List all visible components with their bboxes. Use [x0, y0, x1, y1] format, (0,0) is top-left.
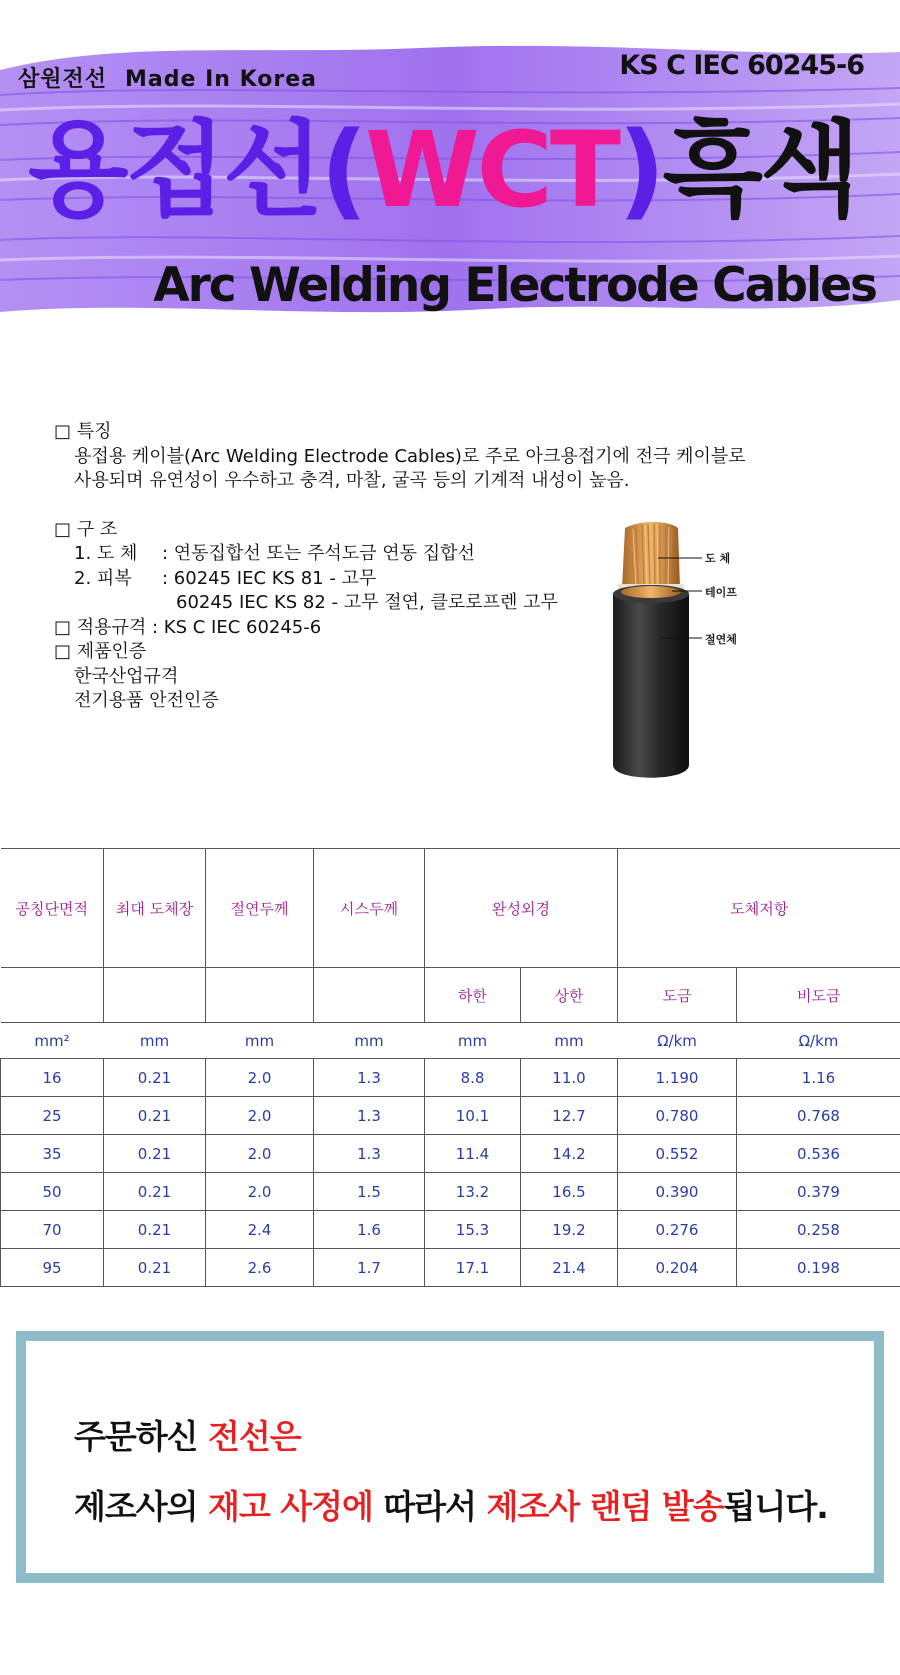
- notice-line-1: [74, 1411, 301, 1458]
- certification-heading: □ 제품인증: [54, 641, 147, 662]
- table-cell: 0.21: [104, 1135, 206, 1173]
- table-cell: 0.198: [737, 1249, 900, 1287]
- feature-heading: □ 특징: [54, 421, 112, 442]
- table-cell: 0.21: [104, 1059, 206, 1097]
- notice-text: 됩니다.: [723, 1487, 828, 1526]
- subheader-empty: [104, 968, 206, 1023]
- notice-highlight: 재고 사정에: [208, 1487, 373, 1526]
- table-cell: 0.276: [618, 1211, 737, 1249]
- brand-line: [18, 62, 317, 93]
- table-cell: 16: [1, 1059, 104, 1097]
- table-unit-row: [1, 1023, 900, 1059]
- table-cell: 8.8: [425, 1059, 521, 1097]
- table-cell: 1.3: [314, 1059, 425, 1097]
- table-subheader-row: [1, 968, 900, 1023]
- made-in-label: Made In Korea: [125, 67, 317, 92]
- notice-text: 주문하신: [74, 1417, 209, 1456]
- table-row: [1, 1211, 900, 1249]
- order-notice-box: [16, 1331, 884, 1583]
- table-cell: 1.6: [314, 1211, 425, 1249]
- unit-cell: Ω/km: [618, 1023, 737, 1059]
- header-nominal-area: 공칭단면적: [1, 849, 104, 968]
- subheader-upper: 상한: [521, 968, 618, 1023]
- sheath-label: 2. 피복: [74, 567, 132, 589]
- table-cell: 2.0: [206, 1059, 314, 1097]
- subheader-empty: [314, 968, 425, 1023]
- table-cell: 10.1: [425, 1097, 521, 1135]
- table-cell: 1.3: [314, 1097, 425, 1135]
- subheader-plated: 도금: [618, 968, 737, 1023]
- certification-2: 전기용품 안전인증: [74, 690, 219, 711]
- table-cell: 2.0: [206, 1097, 314, 1135]
- table-cell: 11.4: [425, 1135, 521, 1173]
- unit-cell: mm: [425, 1023, 521, 1059]
- spec-table: [0, 848, 900, 1287]
- structure-heading: □ 구 조: [54, 518, 118, 540]
- feature-line-1: 용접용 케이블(Arc Welding Electrode Cables)로 주로 아크용접기에 전극 케이블로: [74, 445, 746, 467]
- sheath-value-1: : 60245 IEC KS 81 - 고무: [162, 567, 377, 589]
- table-cell: 1.3: [314, 1135, 425, 1173]
- table-cell: 2.4: [206, 1211, 314, 1249]
- sheath-value-2: 60245 IEC KS 82 - 고무 절연, 클로로프렌 고무: [176, 592, 558, 613]
- subheader-empty: [206, 968, 314, 1023]
- notice-highlight: 제조사 랜덤 발송: [486, 1487, 724, 1526]
- table-header-row: [1, 849, 900, 968]
- table-cell: 0.21: [104, 1249, 206, 1287]
- title-korean: 용접선: [28, 109, 321, 231]
- notice-text: 제조사의: [74, 1487, 209, 1526]
- table-cell: 21.4: [521, 1249, 618, 1287]
- unit-cell: mm: [104, 1023, 206, 1059]
- table-cell: 14.2: [521, 1135, 618, 1173]
- unit-cell: mm: [206, 1023, 314, 1059]
- table-row: [1, 1249, 900, 1287]
- conductor-value: : 연동집합선 또는 주석도금 연동 집합선: [162, 543, 475, 564]
- header-resistance: 도체저항: [618, 849, 900, 968]
- unit-cell: mm: [314, 1023, 425, 1059]
- table-cell: 1.190: [618, 1059, 737, 1097]
- header-insulation: 절연두께: [206, 849, 314, 968]
- table-row: [1, 1135, 900, 1173]
- standard-label: KS C IEC 60245-6: [619, 50, 864, 81]
- table-cell: 12.7: [521, 1097, 618, 1135]
- table-cell: 13.2: [425, 1173, 521, 1211]
- subheader-empty: [1, 968, 104, 1023]
- table-cell: 25: [1, 1097, 104, 1135]
- notice-text: 따라서: [372, 1487, 487, 1526]
- notice-line-2: [74, 1481, 828, 1528]
- table-cell: 0.204: [618, 1249, 737, 1287]
- unit-cell: mm²: [1, 1023, 104, 1059]
- title-open-paren: (: [320, 109, 365, 231]
- subheader-lower: 하한: [425, 968, 521, 1023]
- conductor-label: 1. 도 체: [74, 543, 138, 564]
- unit-cell: Ω/km: [737, 1023, 900, 1059]
- header-banner: [0, 0, 900, 330]
- table-cell: 16.5: [521, 1173, 618, 1211]
- table-cell: 0.390: [618, 1173, 737, 1211]
- title-code: WCT: [364, 109, 618, 231]
- table-cell: 95: [1, 1249, 104, 1287]
- applied-standard: □ 적용규격 : KS C IEC 60245-6: [54, 616, 322, 638]
- label-tape: 테이프: [705, 586, 737, 599]
- table-cell: 0.21: [104, 1211, 206, 1249]
- table-cell: 0.21: [104, 1173, 206, 1211]
- table-cell: 1.16: [737, 1059, 900, 1097]
- table-cell: 11.0: [521, 1059, 618, 1097]
- table-cell: 19.2: [521, 1211, 618, 1249]
- table-cell: 0.536: [737, 1135, 900, 1173]
- title-close-paren: ): [617, 109, 663, 231]
- table-cell: 2.0: [206, 1135, 314, 1173]
- table-cell: 0.379: [737, 1173, 900, 1211]
- unit-cell: mm: [521, 1023, 618, 1059]
- table-cell: 70: [1, 1211, 104, 1249]
- header-sheath: 시스두께: [314, 849, 425, 968]
- table-cell: 0.21: [104, 1097, 206, 1135]
- certification-1: 한국산업규격: [74, 665, 179, 687]
- table-cell: 2.6: [206, 1249, 314, 1287]
- subheader-unplated: 비도금: [737, 968, 900, 1023]
- table-row: [1, 1173, 900, 1211]
- table-cell: 0.552: [618, 1135, 737, 1173]
- table-cell: 2.0: [206, 1173, 314, 1211]
- header-max-conductor: 최대 도체장: [104, 849, 206, 968]
- table-cell: 35: [1, 1135, 104, 1173]
- product-title: [28, 109, 858, 231]
- table-cell: 0.780: [618, 1097, 737, 1135]
- title-color: 흑색: [662, 109, 858, 231]
- notice-highlight: 전선은: [208, 1417, 301, 1456]
- table-cell: 0.258: [737, 1211, 900, 1249]
- table-cell: 0.768: [737, 1097, 900, 1135]
- table-cell: 1.7: [314, 1249, 425, 1287]
- table-cell: 50: [1, 1173, 104, 1211]
- header-outer-diameter: 완성외경: [425, 849, 618, 968]
- label-insulation: 절연체: [705, 633, 737, 646]
- table-row: [1, 1097, 900, 1135]
- feature-line-2: 사용되며 유연성이 우수하고 충격, 마찰, 굴곡 등의 기계적 내성이 높음.: [74, 470, 630, 491]
- product-subtitle: Arc Welding Electrode Cables: [153, 258, 876, 313]
- table-row: [1, 1059, 900, 1097]
- table-cell: 15.3: [425, 1211, 521, 1249]
- table-cell: 1.5: [314, 1173, 425, 1211]
- table-cell: 17.1: [425, 1249, 521, 1287]
- label-conductor: 도 체: [705, 552, 731, 565]
- brand-name: 삼원전선: [18, 67, 108, 92]
